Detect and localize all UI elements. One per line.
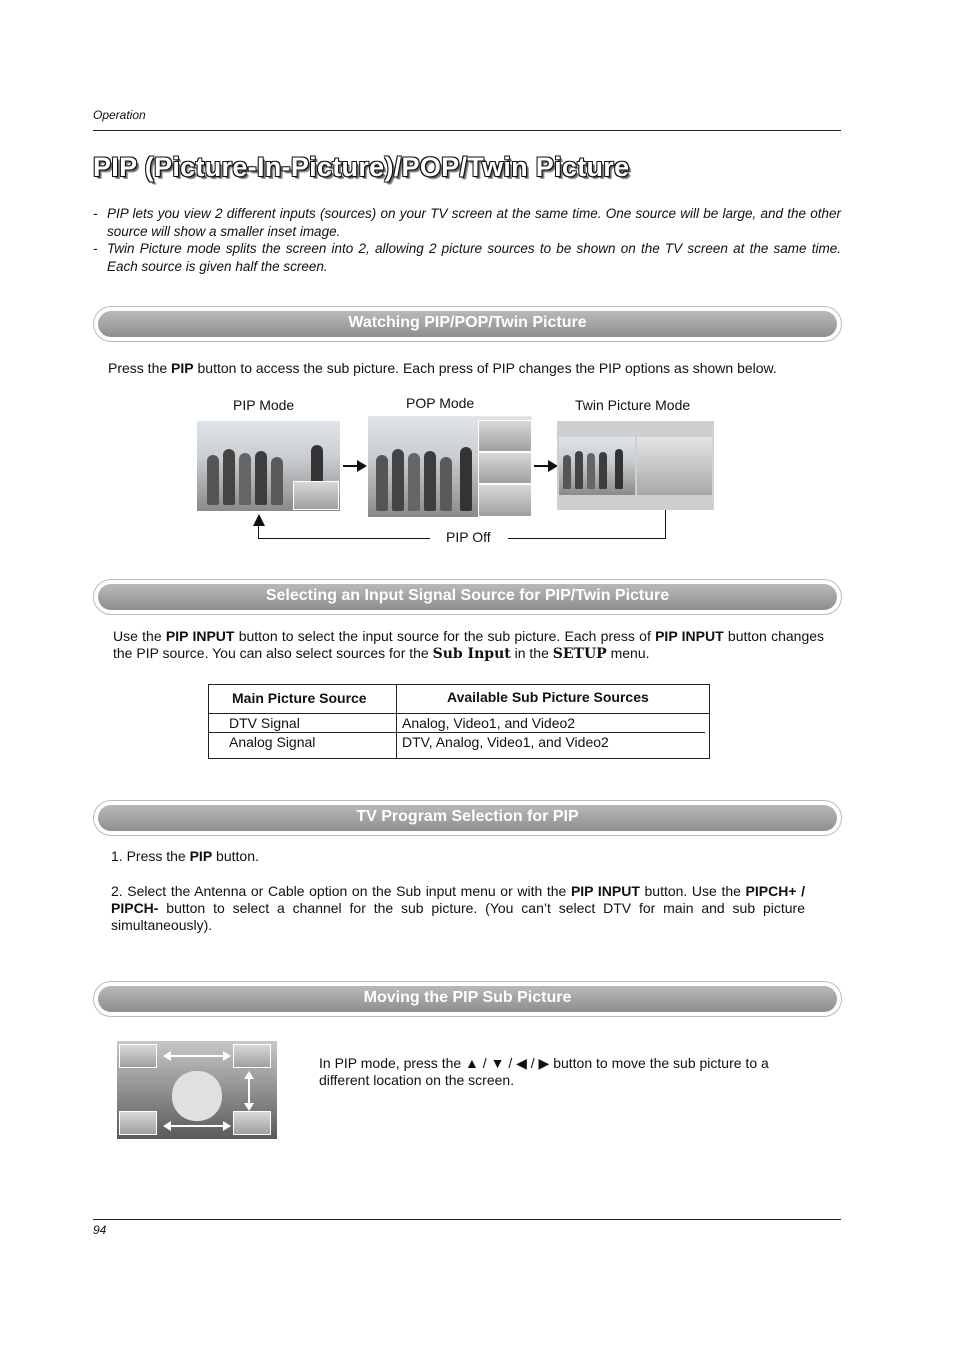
intro-item-2 — [93, 240, 841, 275]
pip-off-line-left — [258, 538, 430, 539]
twin-left-picture — [559, 437, 635, 495]
pop-mode-image — [368, 416, 532, 517]
intro-text-1: PIP lets you view 2 different inputs (sources) on your TV screen at the same time. One source will be large, and the other source will show a smaller inset image. — [107, 206, 841, 239]
pop-mode-label: POP Mode — [406, 395, 475, 411]
page-title: PIP (Picture-In-Picture)/POP/Twin Picture — [93, 152, 630, 182]
table-cell: Analog, Video1, and Video2 — [402, 715, 576, 731]
twin-right-picture — [637, 437, 712, 495]
table-cell: Analog Signal — [229, 734, 316, 750]
pop-inset-3 — [478, 484, 532, 517]
pop-inset-1 — [478, 420, 532, 452]
section-heading-input — [93, 579, 842, 615]
page-number: 94 — [93, 1223, 107, 1237]
pip-mode-image — [197, 421, 340, 511]
bullet-dash: - — [93, 241, 98, 256]
move-horizontal-arrow-icon — [163, 1051, 231, 1061]
arrow-right-icon — [534, 460, 558, 472]
moving-text: In PIP mode, press the ▲ / ▼ / ◀ / ▶ button to move the sub picture to a different location on the screen. — [319, 1055, 769, 1088]
intro-item-1 — [93, 205, 841, 240]
twin-mode-label: Twin Picture Mode — [575, 397, 691, 413]
footer-rule — [93, 1219, 841, 1220]
watching-text: Press the PIP button to access the sub picture. Each press of PIP changes the PIP options as shown below. — [108, 360, 777, 376]
bullet-dash: - — [93, 206, 98, 221]
twin-mode-image — [557, 421, 714, 510]
pip-off-line-down — [665, 510, 666, 539]
moving-pip-image — [117, 1041, 277, 1139]
section-heading-tv-program-label: TV Program Selection for PIP — [356, 808, 579, 825]
move-vertical-arrow-icon — [244, 1071, 254, 1111]
header-rule — [93, 130, 841, 131]
section-heading-watching — [93, 306, 842, 342]
section-label: Operation — [93, 108, 146, 122]
section-heading-watching-label: Watching PIP/POP/Twin Picture — [348, 314, 587, 331]
step-1: 1. Press the PIP button. — [111, 848, 259, 864]
source-table — [208, 684, 710, 759]
step-2: 2. Select the Antenna or Cable option on the Sub input menu or with the PIP INPUT button. Use the PIPCH+ / PIPCH- button to select a channel for the sub picture. (You can’t select DTV for main and sub picture simultaneously). — [111, 883, 805, 933]
input-text: Use the PIP INPUT button to select the input source for the sub picture. Each press of PIP INPUT button changes the PIP source. You can also select sources for the Sub Input in the SETUP menu. — [113, 628, 825, 662]
section-heading-moving — [93, 981, 842, 1017]
section-heading-moving-label: Moving the PIP Sub Picture — [363, 989, 572, 1006]
direction-arrows-icon: ▲ / ▼ / ◀ / ▶ — [465, 1055, 550, 1071]
pip-off-line-right — [508, 538, 665, 539]
arrow-right-icon — [343, 460, 367, 472]
pip-inset — [293, 481, 339, 510]
pop-inset-2 — [478, 452, 532, 484]
table-cell: DTV, Analog, Video1, and Video2 — [402, 734, 609, 750]
section-heading-input-label: Selecting an Input Signal Source for PIP/Twin Picture — [265, 587, 670, 604]
table-cell: DTV Signal — [229, 715, 300, 731]
arrow-up-icon — [253, 514, 265, 526]
pip-mode-label: PIP Mode — [233, 397, 295, 413]
pip-off-label: PIP Off — [446, 529, 491, 545]
intro-text-2: Twin Picture mode splits the screen into 2, allowing 2 picture sources to be shown on the TV screen at the same time. Each source is given half the screen. — [107, 241, 841, 274]
section-heading-tv-program — [93, 800, 842, 836]
move-horizontal-arrow-icon — [163, 1121, 231, 1131]
table-header-sub: Available Sub Picture Sources — [447, 689, 649, 705]
table-header-main: Main Picture Source — [232, 690, 367, 706]
